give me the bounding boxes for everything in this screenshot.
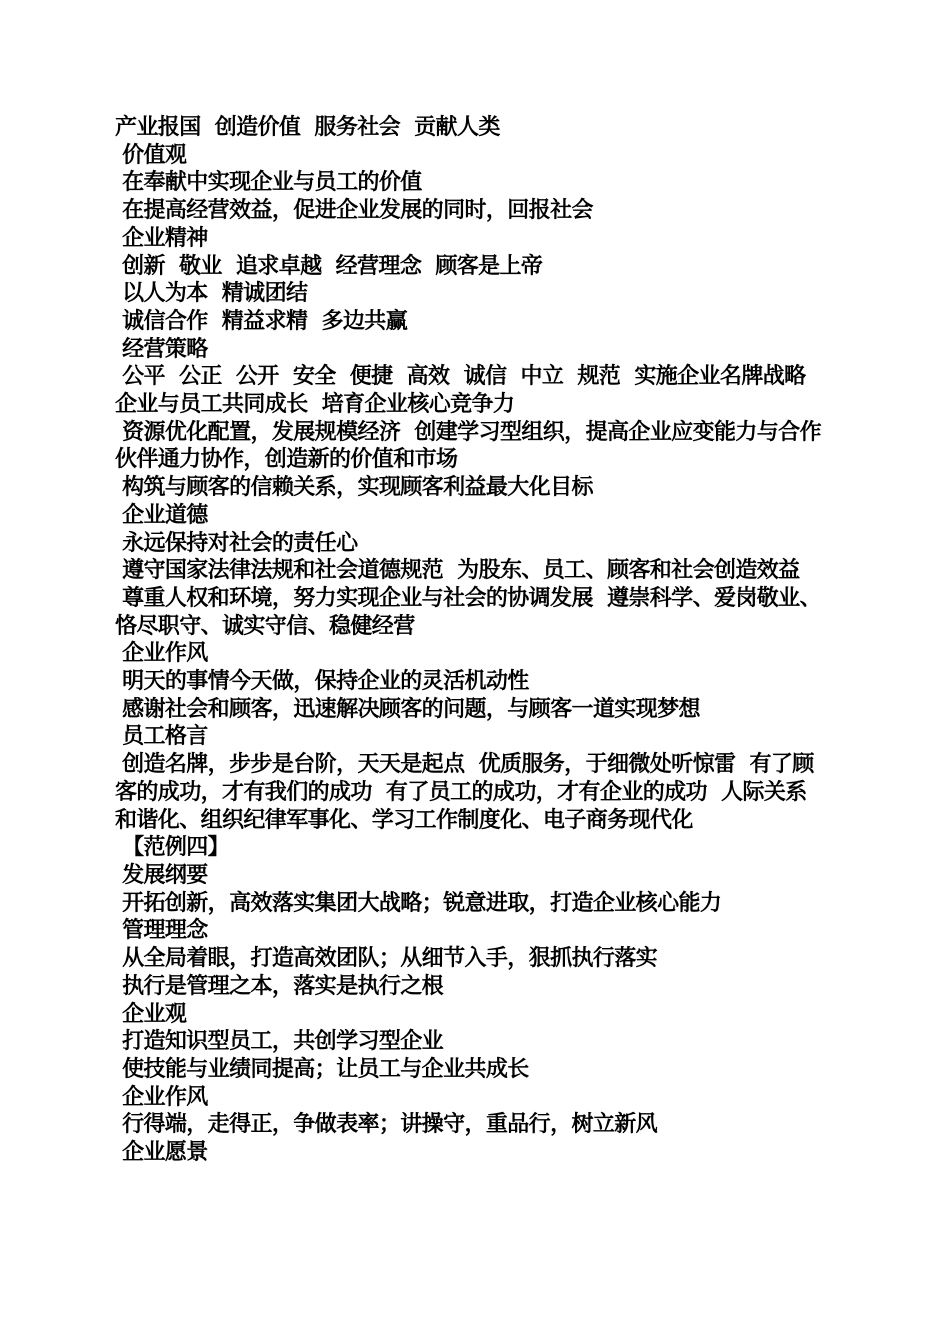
text-line: 企业作风 xyxy=(115,641,208,667)
text-line: 企业作风 xyxy=(115,1084,208,1110)
text-line: 行得端，走得正，争做表率；讲操守，重品行，树立新风 xyxy=(115,1112,658,1138)
text-line: 开拓创新，高效落实集团大战略；锐意进取，打造企业核心能力 xyxy=(115,890,722,916)
text-line: 执行是管理之本，落实是执行之根 xyxy=(115,973,444,999)
text-line: 创造名牌，步步是台阶，天天是起点 优质服务，于细微处听惊雷 有了顾客的成功，才有我们的成功 有了员工的成功，才有企业的成功 人际关系和谐化、组织纪律军事化、学习工作制度化、电子商务现代化 xyxy=(115,752,814,833)
text-line: 发展纲要 xyxy=(115,862,208,888)
text-line: 尊重人权和环境，努力实现企业与社会的协调发展 遵崇科学、爱岗敬业、恪尽职守、诚实守信、稳健经营 xyxy=(115,585,821,639)
text-line: 企业观 xyxy=(115,1001,187,1027)
text-line: 在提高经营效益，促进企业发展的同时，回报社会 xyxy=(115,198,593,224)
text-line: 企业愿景 xyxy=(115,1140,208,1166)
text-line: 在奉献中实现企业与员工的价值 xyxy=(115,170,422,196)
text-line: 构筑与顾客的信赖关系，实现顾客利益最大化目标 xyxy=(115,475,593,501)
text-line: 【范例四】 xyxy=(115,835,230,861)
text-line: 从全局着眼，打造高效团队；从细节入手，狠抓执行落实 xyxy=(115,946,658,972)
text-line: 使技能与业绩同提高；让员工与企业共成长 xyxy=(115,1056,529,1082)
document-body xyxy=(115,114,827,1167)
text-line: 企业精神 xyxy=(115,225,208,251)
text-line: 产业报国 创造价值 服务社会 贡献人类 xyxy=(115,115,500,140)
text-line: 创新 敬业 追求卓越 经营理念 顾客是上帝 xyxy=(115,253,543,279)
text-line: 诚信合作 精益求精 多边共赢 xyxy=(115,308,408,334)
text-line: 资源优化配置，发展规模经济 创建学习型组织，提高企业应变能力与合作伙伴通力协作，创造新的价值和市场 xyxy=(115,419,821,473)
text-line: 感谢社会和顾客，迅速解决顾客的问题，与顾客一道实现梦想 xyxy=(115,696,700,722)
text-line: 打造知识型员工，共创学习型企业 xyxy=(115,1029,444,1055)
text-line: 经营策略 xyxy=(115,336,208,362)
text-line: 遵守国家法律法规和社会道德规范 为股东、员工、顾客和社会创造效益 xyxy=(115,558,800,584)
text-line: 价值观 xyxy=(115,142,187,168)
text-line: 员工格言 xyxy=(115,724,208,750)
text-line: 管理理念 xyxy=(115,918,208,944)
text-line: 永远保持对社会的责任心 xyxy=(115,530,358,556)
text-line: 公平 公正 公开 安全 便捷 高效 诚信 中立 规范 实施企业名牌战略 企业与员工共同成长 培育企业核心竞争力 xyxy=(115,364,820,418)
text-line: 明天的事情今天做，保持企业的灵活机动性 xyxy=(115,669,529,695)
text-line: 企业道德 xyxy=(115,502,208,528)
text-line: 以人为本 精诚团结 xyxy=(115,281,308,307)
